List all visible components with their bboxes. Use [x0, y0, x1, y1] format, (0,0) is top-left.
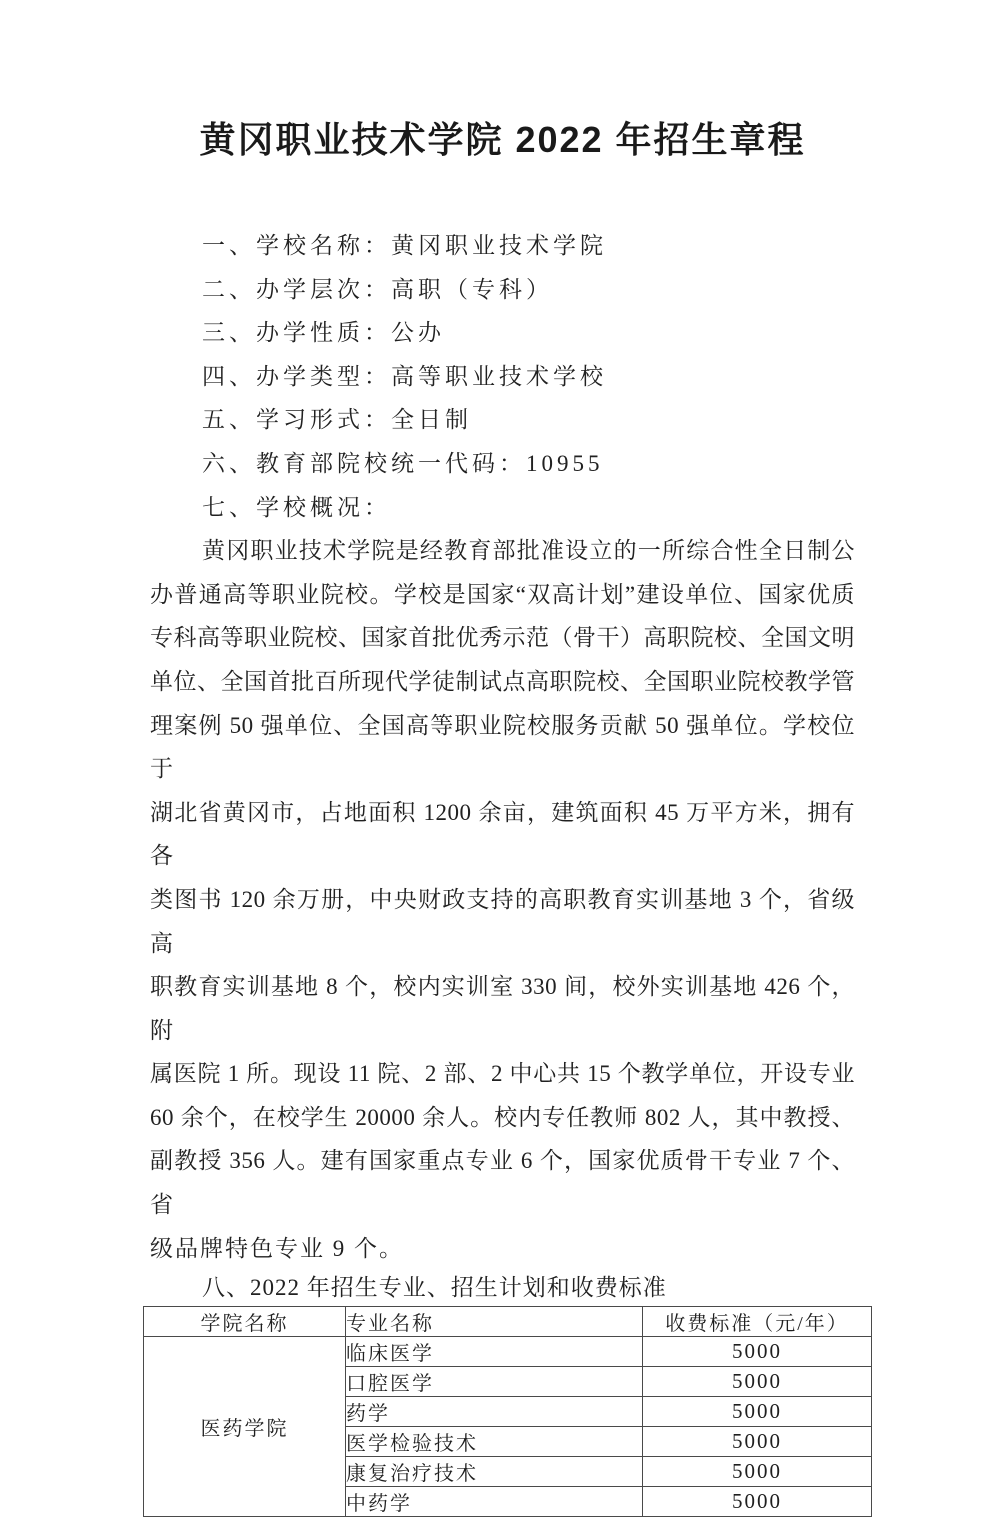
fee-cell: 5000	[643, 1337, 872, 1367]
item-school-level: 二、办学层次：高职（专科）	[202, 276, 553, 302]
header-major-name: 专业名称	[346, 1307, 643, 1337]
paragraph-line: 60 余个，在校学生 20000 余人。校内专任教师 802 人，其中教授、	[150, 1104, 856, 1130]
header-college-name: 学院名称	[144, 1307, 346, 1337]
major-cell: 中药学	[346, 1487, 643, 1517]
paragraph-line: 属医院 1 所。现设 11 院、2 部、2 中心共 15 个教学单位，开设专业	[150, 1061, 855, 1087]
table-row	[144, 1337, 872, 1367]
major-cell: 医学检验技术	[346, 1427, 643, 1457]
paragraph-line: 职教育实训基地 8 个，校内实训室 330 间，校外实训基地 426 个，附	[150, 974, 856, 1043]
fee-cell: 5000	[643, 1397, 872, 1427]
paragraph-line: 副教授 356 人。建有国家重点专业 6 个，国家优质骨干专业 7 个、省	[150, 1148, 855, 1218]
item-school-intro: 七、学校概况：	[202, 494, 391, 520]
item-school-type: 四、办学类型：高等职业技术学校	[202, 363, 607, 389]
paragraph-line: 黄冈职业技术学院是经教育部批准设立的一所综合性全日制公	[202, 538, 855, 564]
item-school-name: 一、学校名称：黄冈职业技术学院	[202, 233, 607, 258]
section-8-heading: 八、2022 年招生专业、招生计划和收费标准	[202, 1275, 667, 1301]
fee-cell: 5000	[643, 1487, 872, 1517]
major-cell: 康复治疗技术	[346, 1457, 643, 1487]
fee-cell: 5000	[643, 1367, 872, 1397]
paragraph-line: 办普通高等职业院校。学校是国家“双高计划”建设单位、国家优质	[150, 581, 855, 607]
tuition-table	[143, 1306, 872, 1517]
paragraph-line: 单位、全国首批百所现代学徒制试点高职院校、全国职业院校教学管	[150, 668, 855, 694]
paragraph-line: 理案例 50 强单位、全国高等职业院校服务贡献 50 强单位。学校位于	[150, 712, 855, 782]
major-cell: 口腔医学	[346, 1367, 643, 1397]
page-title: 黄冈职业技术学院 2022 年招生章程	[199, 119, 806, 160]
paragraph-line: 专科高等职业院校、国家首批优秀示范（骨干）高职院校、全国文明	[150, 625, 855, 651]
fee-cell: 5000	[643, 1457, 872, 1487]
header-fee-standard: 收费标准（元/年）	[643, 1307, 872, 1337]
table-header-row	[144, 1307, 872, 1337]
numbered-items	[150, 224, 855, 529]
paragraph-line: 湖北省黄冈市，占地面积 1200 余亩，建筑面积 45 万平方米，拥有各	[150, 799, 855, 869]
school-overview-paragraph	[150, 529, 855, 1270]
item-school-code: 六、教育部院校统一代码：10955	[202, 450, 604, 476]
item-school-nature: 三、办学性质：公办	[202, 320, 445, 346]
college-name-cell: 医药学院	[144, 1337, 346, 1517]
paragraph-line: 级品牌特色专业 9 个。	[150, 1235, 404, 1261]
major-cell: 临床医学	[346, 1337, 643, 1367]
paragraph-line: 类图书 120 余万册，中央财政支持的高职教育实训基地 3 个，省级高	[150, 886, 855, 956]
fee-cell: 5000	[643, 1427, 872, 1457]
item-study-form: 五、学习形式：全日制	[202, 407, 472, 433]
major-cell: 药学	[346, 1397, 643, 1427]
